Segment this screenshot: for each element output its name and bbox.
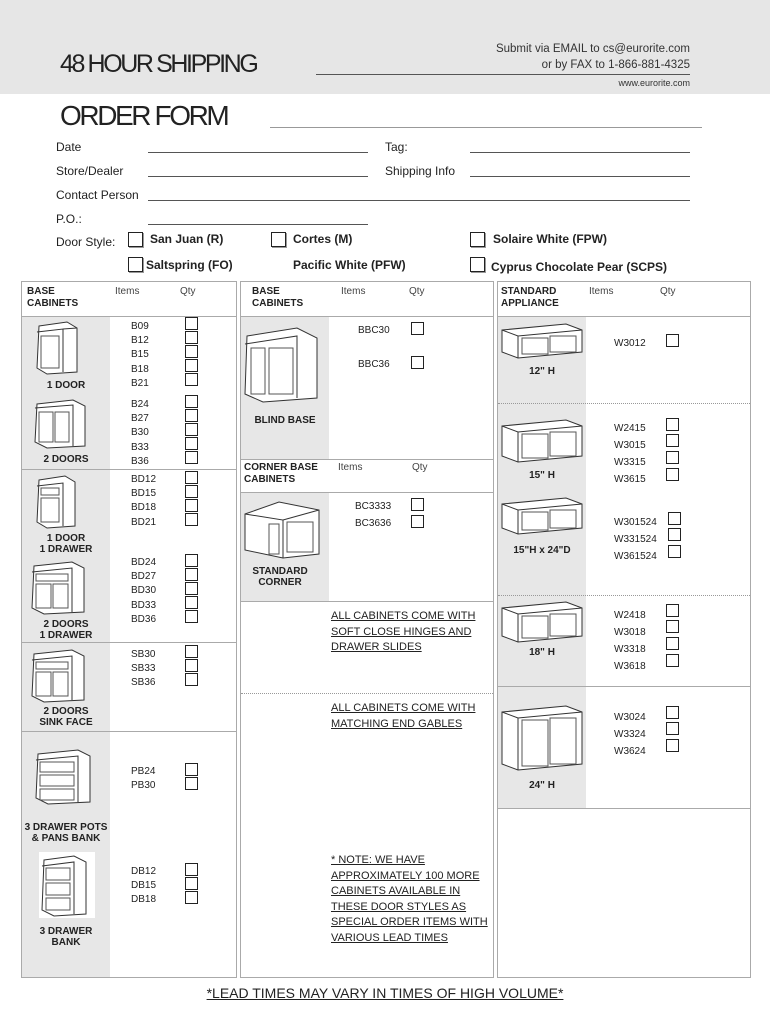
qty-checkbox-sb30[interactable]: [185, 645, 198, 658]
item-code-w3012: W3012: [614, 338, 646, 349]
cabinet-drawer-bank-icon: [40, 854, 92, 918]
col3-caption-15h: 15" H: [529, 470, 555, 481]
qty-checkbox-bc3636[interactable]: [411, 515, 424, 528]
qty-checkbox-w361524[interactable]: [668, 545, 681, 558]
col3-dotted-2: [498, 595, 750, 596]
qty-checkbox-bd30[interactable]: [185, 582, 198, 595]
col1-caption-1door: 1 DOOR: [46, 380, 86, 391]
date-label: Date: [56, 140, 82, 154]
cabinet-1door-1drawer-icon: [35, 474, 79, 530]
col3-caption-12h: 12" H: [529, 366, 555, 377]
title-rule: [270, 127, 702, 128]
qty-checkbox-db12[interactable]: [185, 863, 198, 876]
col2-header-divider: [241, 316, 493, 317]
col1-codes-1door-1drawer: [131, 473, 156, 530]
qty-checkbox-b09[interactable]: [185, 317, 198, 330]
qty-checkbox-b21[interactable]: [185, 373, 198, 386]
cabinet-blind-base-icon: [243, 324, 321, 404]
col2-corner-title: CORNER BASE CABINETS: [244, 462, 318, 485]
door-style-label: Door Style:: [56, 235, 116, 249]
shipping-label: Shipping Info: [385, 164, 456, 178]
door-style-checkbox-saltspring[interactable]: [128, 257, 143, 272]
qty-checkbox-sb33[interactable]: [185, 659, 198, 672]
col2-corner-items-header: Items: [338, 462, 363, 473]
item-code: W3324: [614, 729, 646, 740]
qty-checkbox-b36[interactable]: [185, 451, 198, 464]
item-code: B09: [131, 321, 149, 332]
note-soft-close: ALL CABINETS COME WITH SOFT CLOSE HINGES AND DRAWER SLIDES: [331, 610, 476, 653]
col2-caption-standard-corner: STANDARD CORNER: [252, 566, 308, 588]
cabinet-sink-icon: [30, 648, 88, 704]
qty-checkbox-b24[interactable]: [185, 395, 198, 408]
col3-items-header: Items: [589, 286, 614, 297]
qty-checkbox-bbc30[interactable]: [411, 322, 424, 335]
col1-codes-2doors: [131, 398, 149, 469]
col3-divider-2: [498, 808, 750, 809]
col2-divider-2: [241, 492, 493, 493]
item-code: B18: [131, 363, 149, 375]
col2-corner-qty-header: Qty: [412, 462, 428, 473]
item-code: B33: [131, 441, 149, 453]
door-style-checkbox-solaire[interactable]: [470, 232, 485, 247]
submit-fax: or by FAX to 1-866-881-4325: [541, 59, 690, 71]
cabinet-1door-icon: [33, 320, 81, 376]
item-code: W3315: [614, 457, 646, 468]
item-code: W3615: [614, 474, 646, 485]
col1-caption-1door-1drawer: 1 DOOR 1 DRAWER: [39, 533, 93, 555]
col1-codes-1door: [131, 320, 149, 391]
col1-caption-pots-pans: 3 DRAWER POTS & PANS BANK: [24, 822, 108, 844]
qty-checkbox-w3015[interactable]: [666, 434, 679, 447]
qty-checkbox-bc3333[interactable]: [411, 498, 424, 511]
qty-checkbox-w2418[interactable]: [666, 604, 679, 617]
qty-checkbox-bd18[interactable]: [185, 499, 198, 512]
col1-caption-2doors: 2 DOORS: [43, 454, 89, 465]
contact-field[interactable]: [148, 200, 690, 201]
website: www.eurorite.com: [618, 78, 690, 88]
item-code: BD24: [131, 557, 157, 568]
item-code: W3018: [614, 627, 646, 638]
door-style-checkbox-cortes[interactable]: [271, 232, 286, 247]
qty-checkbox-b12[interactable]: [185, 331, 198, 344]
qty-checkbox-pb30[interactable]: [185, 777, 198, 790]
shipping-field[interactable]: [470, 176, 690, 177]
item-code: SB30: [131, 649, 156, 660]
qty-checkbox-w331524[interactable]: [668, 528, 681, 541]
item-code: B36: [131, 455, 149, 467]
po-label: P.O.:: [56, 212, 82, 226]
qty-checkbox-bd24[interactable]: [185, 554, 198, 567]
item-code: B21: [131, 377, 149, 389]
col3-header-divider: [498, 316, 750, 317]
col1-divider-3: [22, 731, 236, 732]
qty-checkbox-pb24[interactable]: [185, 763, 198, 776]
qty-checkbox-w3324[interactable]: [666, 722, 679, 735]
col3-title: STANDARD APPLIANCE: [501, 286, 559, 309]
item-code: W3618: [614, 661, 646, 672]
order-form-title: ORDER FORM: [60, 100, 228, 131]
col3-divider-1: [498, 686, 750, 687]
item-code: W3015: [614, 440, 646, 451]
date-field[interactable]: [148, 152, 368, 153]
item-code: DB18: [131, 894, 157, 906]
item-code: BD18: [131, 502, 157, 514]
item-code: B15: [131, 349, 149, 361]
item-code: DB15: [131, 880, 157, 892]
item-code: B30: [131, 427, 149, 439]
col3-codes-18h: [614, 607, 646, 675]
header-rule: [316, 74, 690, 75]
door-style-solaire: Solaire White (FPW): [493, 232, 607, 246]
item-code: B24: [131, 399, 149, 410]
store-field[interactable]: [148, 176, 368, 177]
qty-checkbox-w3318[interactable]: [666, 637, 679, 650]
item-code: W301524: [614, 517, 657, 528]
col1-caption-sink: 2 DOORS SINK FACE: [39, 706, 93, 728]
note-more-cabinets: * NOTE: WE HAVE APPROXIMATELY 100 MORE CABINETS AVAILABLE IN THESE DOOR STYLES AS SPECIAL ORDER ITEMS WITH VARIOUS LEAD TIMES: [331, 854, 488, 944]
door-style-cyprus: Cyprus Chocolate Pear (SCPS): [491, 260, 668, 274]
item-code: BD21: [131, 516, 157, 528]
item-code-bc3636: BC3636: [355, 518, 392, 529]
wall-15h-icon: [500, 418, 584, 464]
lead-times-note: *LEAD TIMES MAY VARY IN TIMES OF HIGH VOLUME*: [206, 985, 564, 1001]
col2-dotted-divider: [241, 693, 493, 694]
item-code: W3318: [614, 644, 646, 655]
wall-15h-24d-icon: [500, 496, 584, 536]
col2-caption-blind-base: BLIND BASE: [254, 415, 316, 426]
shipping-title: 48 HOUR SHIPPING: [60, 50, 257, 78]
door-style-checkbox-cyprus[interactable]: [470, 257, 485, 272]
item-code: BD36: [131, 613, 157, 625]
cabinet-2doors-1drawer-icon: [30, 560, 88, 616]
qty-checkbox-w301524[interactable]: [668, 512, 681, 525]
item-code: SB36: [131, 677, 156, 689]
item-code: DB12: [131, 866, 157, 877]
item-code: PB24: [131, 766, 156, 777]
qty-checkbox-w3012[interactable]: [666, 334, 679, 347]
item-code: BD15: [131, 488, 157, 500]
qty-checkbox-db18[interactable]: [185, 891, 198, 904]
item-code: W3024: [614, 712, 646, 723]
submit-email: Submit via EMAIL to cs@eurorite.com: [495, 43, 690, 55]
contact-label: Contact Person: [56, 188, 139, 202]
item-code: W2418: [614, 610, 646, 621]
wall-24h-icon: [500, 704, 584, 772]
qty-checkbox-w3018[interactable]: [666, 620, 679, 633]
cabinet-pots-pans-icon: [34, 748, 94, 806]
door-style-cortes: Cortes (M): [293, 232, 353, 246]
qty-checkbox-bbc36[interactable]: [411, 356, 424, 369]
col3-codes-15h-24d: [614, 514, 657, 565]
col3-caption-15h-24d: 15"H x 24"D: [513, 545, 571, 556]
item-code: W3624: [614, 746, 646, 757]
col1-caption-2doors-1drawer: 2 DOORS 1 DRAWER: [39, 619, 93, 641]
item-code: B12: [131, 335, 149, 347]
wall-12h-icon: [500, 322, 584, 360]
col1-items-header: Items: [115, 286, 140, 297]
col2-items-header: Items: [341, 286, 366, 297]
note-end-gables: ALL CABINETS COME WITH MATCHING END GABLES: [331, 702, 476, 730]
col3-caption-24h: 24" H: [529, 780, 555, 791]
qty-checkbox-bd33[interactable]: [185, 596, 198, 609]
item-code: PB30: [131, 780, 156, 792]
col1-codes-pots-pans: [131, 765, 155, 793]
col1-qty-header: Qty: [180, 286, 196, 297]
door-style-san-juan: San Juan (R): [150, 232, 224, 246]
door-style-checkbox-san-juan[interactable]: [128, 232, 143, 247]
item-code: W361524: [614, 551, 657, 562]
col2-title: BASE CABINETS: [252, 286, 304, 309]
qty-checkbox-bd21[interactable]: [185, 513, 198, 526]
qty-checkbox-w3024[interactable]: [666, 706, 679, 719]
col1-title: BASE CABINETS: [27, 286, 79, 309]
door-style-saltspring: Saltspring (FO): [146, 258, 233, 272]
item-code: B27: [131, 413, 149, 425]
item-code: W331524: [614, 534, 657, 545]
col2-divider-1: [241, 459, 493, 460]
item-code: W2415: [614, 423, 646, 434]
qty-checkbox-b15[interactable]: [185, 345, 198, 358]
qty-checkbox-w3624[interactable]: [666, 739, 679, 752]
col1-codes-drawer-bank: [131, 865, 156, 908]
qty-checkbox-w2415[interactable]: [666, 418, 679, 431]
qty-checkbox-sb36[interactable]: [185, 673, 198, 686]
cabinet-standard-corner-icon: [243, 498, 323, 560]
qty-checkbox-bd36[interactable]: [185, 610, 198, 623]
col3-codes-15h: [614, 420, 646, 488]
wall-18h-icon: [500, 600, 584, 644]
col2-divider-3: [241, 601, 493, 602]
door-style-pacific: Pacific White (PFW): [293, 258, 406, 272]
item-code-bbc30: BBC30: [358, 325, 390, 336]
po-field[interactable]: [148, 224, 368, 225]
item-code-bbc36: BBC36: [358, 359, 390, 370]
qty-checkbox-bd27[interactable]: [185, 568, 198, 581]
item-code: SB33: [131, 663, 156, 675]
qty-checkbox-w3618[interactable]: [666, 654, 679, 667]
qty-checkbox-w3615[interactable]: [666, 468, 679, 481]
qty-checkbox-bd12[interactable]: [185, 471, 198, 484]
item-code: BD33: [131, 599, 157, 611]
item-code: BD12: [131, 474, 157, 485]
qty-checkbox-w3315[interactable]: [666, 451, 679, 464]
col1-codes-sink: [131, 648, 155, 691]
qty-checkbox-db15[interactable]: [185, 877, 198, 890]
store-label: Store/Dealer: [56, 164, 124, 178]
qty-checkbox-bd15[interactable]: [185, 485, 198, 498]
cabinet-2doors-icon: [33, 398, 89, 450]
item-code: BD27: [131, 571, 157, 583]
col1-divider-1: [22, 469, 236, 470]
qty-checkbox-b30[interactable]: [185, 423, 198, 436]
col1-divider-2: [22, 642, 236, 643]
tag-field[interactable]: [470, 152, 690, 153]
col2-qty-header: Qty: [409, 286, 425, 297]
qty-checkbox-b33[interactable]: [185, 437, 198, 450]
col3-caption-18h: 18" H: [529, 647, 555, 658]
tag-label: Tag:: [385, 140, 408, 154]
col1-codes-2doors-1drawer: [131, 556, 156, 627]
col1-header-divider: [22, 316, 236, 317]
qty-checkbox-b18[interactable]: [185, 359, 198, 372]
col3-qty-header: Qty: [660, 286, 676, 297]
item-code-bc3333: BC3333: [355, 501, 392, 512]
col3-dotted-1: [498, 403, 750, 404]
col1-caption-drawer-bank: 3 DRAWER BANK: [39, 926, 93, 948]
col3-codes-24h: [614, 709, 646, 760]
qty-checkbox-b27[interactable]: [185, 409, 198, 422]
item-code: BD30: [131, 585, 157, 597]
